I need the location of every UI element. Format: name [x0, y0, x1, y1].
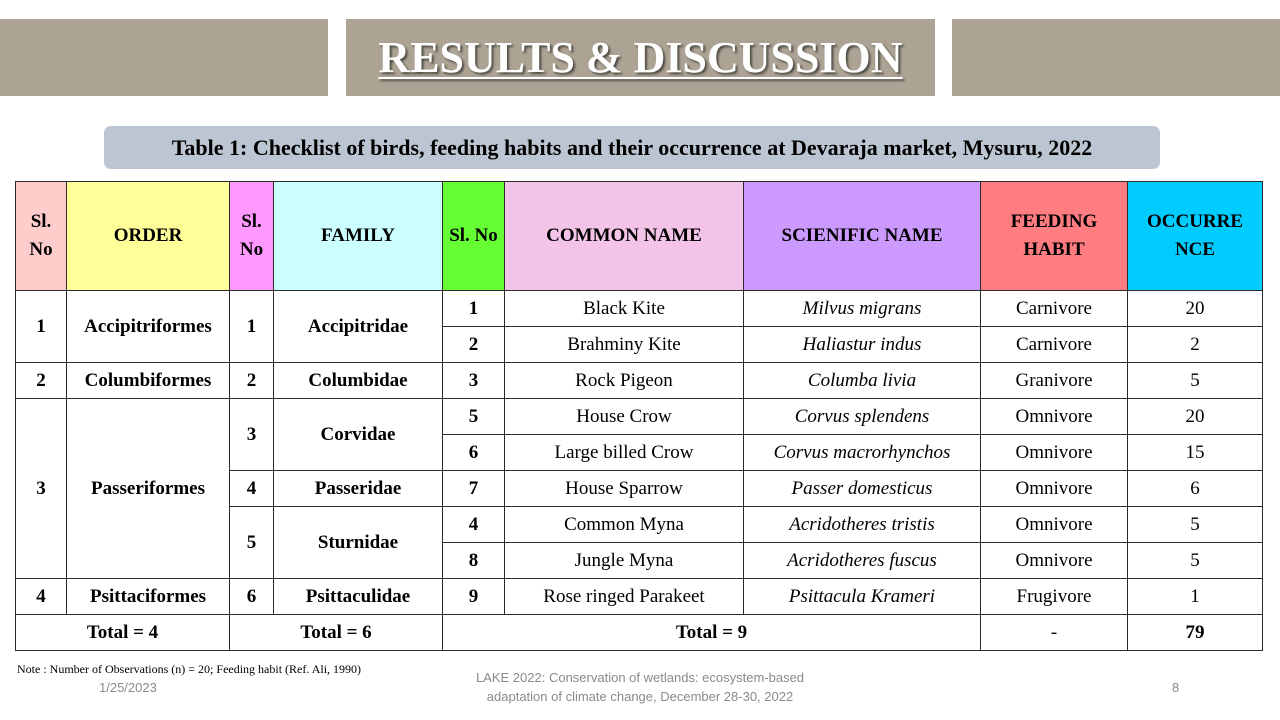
- header-band-right: [952, 19, 1280, 96]
- header-order: ORDER: [67, 182, 230, 291]
- scientific-name: Corvus splendens: [744, 399, 981, 435]
- common-name: House Sparrow: [505, 471, 744, 507]
- slide-date: 1/25/2023: [99, 680, 157, 695]
- species-sl: 5: [443, 399, 505, 435]
- table-row: [16, 579, 1263, 615]
- occurrence: 5: [1128, 543, 1263, 579]
- family-sl: 6: [230, 579, 274, 615]
- common-name: Jungle Myna: [505, 543, 744, 579]
- scientific-name: Milvus migrans: [744, 291, 981, 327]
- order-name: Columbiformes: [67, 363, 230, 399]
- family-sl: 4: [230, 471, 274, 507]
- species-sl: 4: [443, 507, 505, 543]
- order-name: Psittaciformes: [67, 579, 230, 615]
- total-orders: Total = 4: [16, 615, 230, 651]
- family-name: Sturnidae: [274, 507, 443, 579]
- feeding-habit: Omnivore: [981, 399, 1128, 435]
- total-families: Total = 6: [230, 615, 443, 651]
- occurrence: 20: [1128, 399, 1263, 435]
- species-sl: 9: [443, 579, 505, 615]
- header-scientific-name: SCIENIFIC NAME: [744, 182, 981, 291]
- species-sl: 1: [443, 291, 505, 327]
- scientific-name: Acridotheres tristis: [744, 507, 981, 543]
- order-sl: 4: [16, 579, 67, 615]
- occurrence: 2: [1128, 327, 1263, 363]
- header-band-left: [0, 19, 328, 96]
- family-sl: 3: [230, 399, 274, 471]
- table-caption: Table 1: Checklist of birds, feeding habits and their occurrence at Devaraja market, Mysuru, 2022: [104, 126, 1160, 169]
- footer-line-2: adaptation of climate change, December 28-30, 2022: [486, 689, 794, 704]
- feeding-habit: Granivore: [981, 363, 1128, 399]
- common-name: Black Kite: [505, 291, 744, 327]
- occurrence: 1: [1128, 579, 1263, 615]
- scientific-name: Psittacula Krameri: [744, 579, 981, 615]
- family-name: Psittaculidae: [274, 579, 443, 615]
- totals-row: [16, 615, 1263, 651]
- feeding-habit: Carnivore: [981, 327, 1128, 363]
- feeding-habit: Omnivore: [981, 543, 1128, 579]
- feeding-habit: Omnivore: [981, 471, 1128, 507]
- species-sl: 8: [443, 543, 505, 579]
- footer-line-1: LAKE 2022: Conservation of wetlands: ecosystem-based: [475, 670, 805, 685]
- species-sl: 7: [443, 471, 505, 507]
- total-feeding: -: [981, 615, 1128, 651]
- scientific-name: Columba livia: [744, 363, 981, 399]
- order-name: Passeriformes: [67, 399, 230, 579]
- family-name: Accipitridae: [274, 291, 443, 363]
- scientific-name: Haliastur indus: [744, 327, 981, 363]
- header-family: FAMILY: [274, 182, 443, 291]
- occurrence: 20: [1128, 291, 1263, 327]
- header-feeding-habit: FEEDING HABIT: [981, 182, 1128, 291]
- family-name: Corvidae: [274, 399, 443, 471]
- order-sl: 2: [16, 363, 67, 399]
- header-sl-species: Sl. No: [443, 182, 505, 291]
- table-row: [16, 291, 1263, 327]
- table-row: [16, 399, 1263, 435]
- header-row: [16, 182, 1263, 291]
- feeding-habit: Carnivore: [981, 291, 1128, 327]
- table-note: Note : Number of Observations (n) = 20; Feeding habit (Ref. Ali, 1990): [17, 662, 362, 676]
- feeding-habit: Omnivore: [981, 435, 1128, 471]
- common-name: Brahminy Kite: [505, 327, 744, 363]
- scientific-name: Corvus macrorhynchos: [744, 435, 981, 471]
- occurrence: 6: [1128, 471, 1263, 507]
- species-sl: 3: [443, 363, 505, 399]
- species-sl: 2: [443, 327, 505, 363]
- bird-checklist-table: [15, 181, 1263, 651]
- header-sl-order: Sl. No: [16, 182, 67, 291]
- header-occurrence: OCCURRE NCE: [1128, 182, 1263, 291]
- common-name: Rose ringed Parakeet: [505, 579, 744, 615]
- family-name: Passeridae: [274, 471, 443, 507]
- order-name: Accipitriformes: [67, 291, 230, 363]
- occurrence: 5: [1128, 507, 1263, 543]
- common-name: Rock Pigeon: [505, 363, 744, 399]
- species-sl: 6: [443, 435, 505, 471]
- scientific-name: Acridotheres fuscus: [744, 543, 981, 579]
- order-sl: 3: [16, 399, 67, 579]
- occurrence: 15: [1128, 435, 1263, 471]
- common-name: Common Myna: [505, 507, 744, 543]
- slide-footer: [440, 668, 840, 706]
- family-sl: 1: [230, 291, 274, 363]
- page-number: 8: [1172, 680, 1180, 695]
- total-occurrence: 79: [1128, 615, 1263, 651]
- common-name: Large billed Crow: [505, 435, 744, 471]
- header-common-name: COMMON NAME: [505, 182, 744, 291]
- header-sl-family: Sl. No: [230, 182, 274, 291]
- family-sl: 5: [230, 507, 274, 579]
- family-sl: 2: [230, 363, 274, 399]
- order-sl: 1: [16, 291, 67, 363]
- total-species: Total = 9: [443, 615, 981, 651]
- table-row: [16, 363, 1263, 399]
- common-name: House Crow: [505, 399, 744, 435]
- family-name: Columbidae: [274, 363, 443, 399]
- feeding-habit: Frugivore: [981, 579, 1128, 615]
- scientific-name: Passer domesticus: [744, 471, 981, 507]
- feeding-habit: Omnivore: [981, 507, 1128, 543]
- occurrence: 5: [1128, 363, 1263, 399]
- slide-title: RESULTS & DISCUSSION: [378, 33, 903, 82]
